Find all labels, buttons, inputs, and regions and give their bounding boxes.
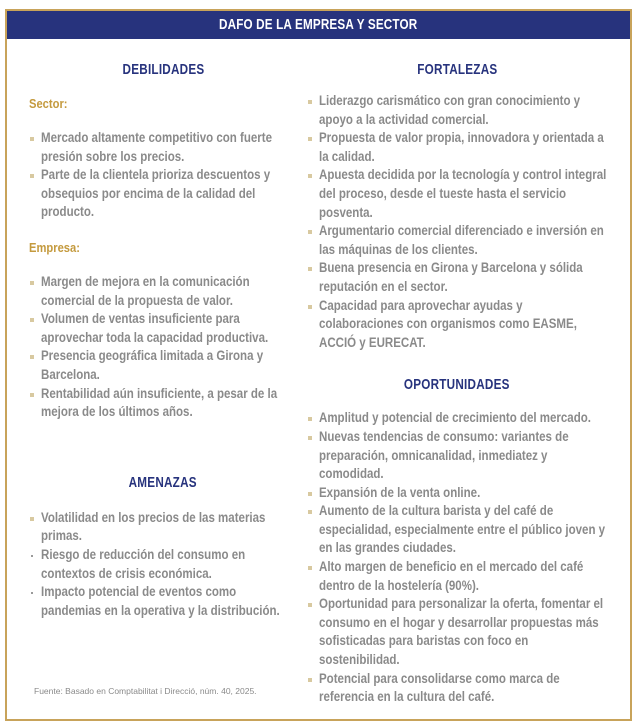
item-text: Parte de la clientela prioriza descuentos y obsequios por encima de la calidad del producto. bbox=[41, 167, 271, 220]
list-item bbox=[307, 502, 607, 558]
list-item bbox=[29, 385, 297, 422]
list-item bbox=[29, 583, 297, 620]
list-item bbox=[29, 347, 297, 384]
list-item bbox=[307, 222, 607, 259]
item-text: Expansión de la venta online. bbox=[319, 484, 481, 500]
amenazas-list bbox=[29, 509, 297, 621]
item-text: Aumento de la cultura barista y del café de especialidad, especialmente entre el público joven y en las grandes ciudades. bbox=[319, 503, 606, 556]
list-item bbox=[307, 297, 607, 353]
fortalezas-list bbox=[307, 92, 607, 352]
empresa-label: Empresa: bbox=[29, 239, 80, 255]
sector-label: Sector: bbox=[29, 96, 68, 111]
debilidades-heading bbox=[29, 61, 297, 78]
panel-header bbox=[7, 11, 630, 39]
right-column bbox=[307, 39, 607, 707]
list-item bbox=[307, 670, 607, 707]
item-text: Capacidad para aprovechar ayudas y colaboraciones con organismos como EASME, ACCIÓ y EURECAT. bbox=[319, 297, 577, 350]
item-text: Rentabilidad aún insuficiente, a pesar de la mejora de los últimos años. bbox=[41, 385, 278, 420]
list-item bbox=[29, 166, 297, 222]
fortalezas-title: FORTALEZAS bbox=[416, 61, 498, 78]
item-text: Impacto potencial de eventos como pandemias en la operativa y la distribución. bbox=[41, 584, 280, 618]
panel-title: DAFO DE LA EMPRESA Y SECTOR bbox=[219, 16, 418, 33]
list-item bbox=[307, 259, 607, 296]
dafo-panel bbox=[5, 9, 632, 721]
item-text: Liderazgo carismático con gran conocimiento y apoyo a la actividad comercial. bbox=[319, 93, 581, 127]
sector-subheading bbox=[29, 96, 297, 111]
list-item bbox=[307, 409, 607, 428]
item-text: Oportunidad para personalizar la oferta, fomentar el consumo en el hogar y desarrollar propuestas más sofisticadas para baristas con foco en sostenibilidad. bbox=[319, 596, 604, 668]
debilidades-title: DEBILIDADES bbox=[122, 61, 204, 78]
list-item bbox=[29, 509, 297, 546]
item-text: Propuesta de valor propia, innovadora y orientada a la calidad. bbox=[319, 130, 604, 164]
oportunidades-heading bbox=[307, 376, 607, 393]
oportunidades-title: OPORTUNIDADES bbox=[404, 376, 510, 394]
item-text: Volatilidad en los precios de las materias primas. bbox=[41, 509, 266, 544]
source-note: Fuente: Basado en Comptabilitat i Direcció, núm. 40, 2025. bbox=[34, 686, 257, 696]
item-text: Alto margen de beneficio en el mercado del café dentro de la hostelería (90%). bbox=[319, 559, 584, 593]
item-text: Amplitud y potencial de crecimiento del mercado. bbox=[319, 410, 591, 426]
item-text: Nuevas tendencias de consumo: variantes de preparación, omnicanalidad, inmediatez y comodidad. bbox=[319, 428, 569, 482]
list-item bbox=[307, 595, 607, 669]
item-text: Argumentario comercial diferenciado e inversión en las máquinas de los clientes. bbox=[319, 223, 604, 257]
empresa-subheading bbox=[29, 240, 297, 255]
list-item bbox=[307, 92, 607, 129]
list-item bbox=[307, 484, 607, 503]
item-text: Potencial para consolidarse como marca de referencia en la cultura del café. bbox=[319, 670, 560, 705]
item-text: Riesgo de reducción del consumo en contextos de crisis económica. bbox=[41, 546, 246, 581]
item-text: Margen de mejora en la comunicación comercial de la propuesta de valor. bbox=[41, 273, 250, 308]
list-item bbox=[307, 129, 607, 166]
item-text: Presencia geográfica limitada a Girona y Barcelona. bbox=[41, 348, 264, 382]
list-item bbox=[29, 310, 297, 347]
left-column bbox=[29, 39, 297, 620]
item-text: Volumen de ventas insuficiente para aprovechar toda la capacidad productiva. bbox=[41, 311, 269, 345]
list-item bbox=[29, 546, 297, 583]
fortalezas-heading bbox=[307, 61, 607, 78]
list-item bbox=[307, 558, 607, 595]
amenazas-title: AMENAZAS bbox=[128, 473, 198, 491]
item-text: Apuesta decidida por la tecnología y control integral del proceso, desde el tueste hasta el servicio posventa. bbox=[319, 167, 607, 220]
debilidades-empresa-list bbox=[29, 273, 297, 422]
list-item bbox=[29, 129, 297, 166]
list-item bbox=[29, 273, 297, 310]
oportunidades-list bbox=[307, 409, 607, 707]
item-text: Buena presencia en Girona y Barcelona y sólida reputación en el sector. bbox=[319, 260, 583, 294]
list-item bbox=[307, 428, 607, 484]
debilidades-sector-list bbox=[29, 129, 297, 222]
amenazas-heading bbox=[29, 474, 297, 491]
list-item bbox=[307, 166, 607, 222]
item-text: Mercado altamente competitivo con fuerte presión sobre los precios. bbox=[41, 130, 273, 164]
